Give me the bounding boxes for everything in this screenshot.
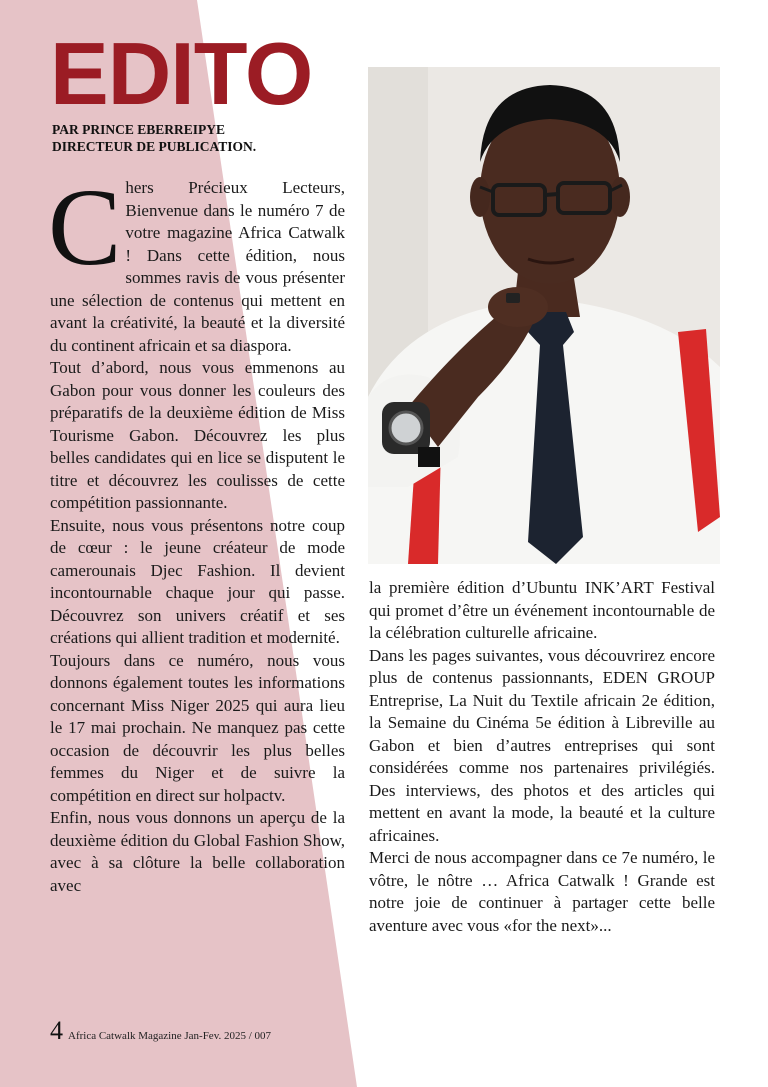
page-number: 4	[50, 1016, 63, 1045]
footer-publication-info: Africa Catwalk Magazine Jan-Fev. 2025 / 007	[68, 1030, 272, 1042]
article-paragraph: Enfin, nous vous donnons un aperçu de la deuxième édition du Global Fashion Show, avec à sa clôture la belle collaboration avec	[50, 808, 345, 895]
article-column-left	[48, 166, 345, 897]
article-column-right	[369, 577, 715, 937]
page-title: EDITO	[50, 24, 313, 123]
drop-cap: C	[48, 166, 122, 288]
article-paragraph: Dans les pages suivantes, vous découvrirez encore plus de contenus passionnants, EDEN GROUP Entreprise, La Nuit du Textile africain 2e édition, la Semaine du Cinéma 5e édition à Libreville au Gabon et bien d’autres entreprises qui sont considérées comme nos partenaires privilégiés. Des interviews, des photos et des articles qui mettent en avant la mode, la beauté et la culture africaines.	[369, 645, 715, 845]
byline-author: PAR PRINCE EBERREIPYE	[52, 122, 226, 137]
article-paragraph: Toujours dans ce numéro, nous vous donnons également toutes les informations concernant Miss Niger 2025 qui aura lieu le 17 mai prochain. Ne manquez pas cette occasion de découvrir les plus belles femmes du Niger et de suivre la compétition en direct sur holpactv.	[50, 650, 345, 805]
portrait-illustration	[368, 67, 720, 564]
portrait-photo	[368, 67, 720, 564]
byline	[52, 121, 256, 155]
byline-role: DIRECTEUR DE PUBLICATION.	[52, 139, 257, 154]
page-footer	[50, 1018, 271, 1044]
paragraph-text: hers Précieux Lecteurs, Bienvenue dans le numéro 7 de votre magazine Africa Catwalk ! Dans cette édition, nous sommes ravis de vous présenter une sélection de contenus qui mettent en avant la créativité, la beauté et la diversité du continent africain et sa diaspora.	[50, 178, 345, 355]
article-paragraph: la première édition d’Ubuntu INK’ART Festival qui promet d’être un événement incontournable de la célébration culturelle africaine.	[369, 578, 715, 642]
article-paragraph	[48, 166, 345, 357]
article-paragraph: Tout d’abord, nous vous emmenons au Gabon pour vous donner les couleurs des préparatifs de la deuxième édition de Miss Tourisme Gabon. Découvrez les plus belles candidates qui en lice se disputent le titre et découvrez les coulisses de cette compétition passionnante.	[50, 358, 345, 512]
article-paragraph: Merci de nous accompagner dans ce 7e numéro, le vôtre, le nôtre … Africa Catwalk ! Grande est notre joie de continuer à partager cette belle aventure avec vous «for the next»...	[369, 848, 715, 935]
article-paragraph: Ensuite, nous vous présentons notre coup de cœur : le jeune créateur de mode camerounais Djec Fashion. Il devient incontournable chaque jour qui passe. Découvrez son univers créatif et ses créations qui allient tradition et modernité.	[50, 515, 345, 647]
